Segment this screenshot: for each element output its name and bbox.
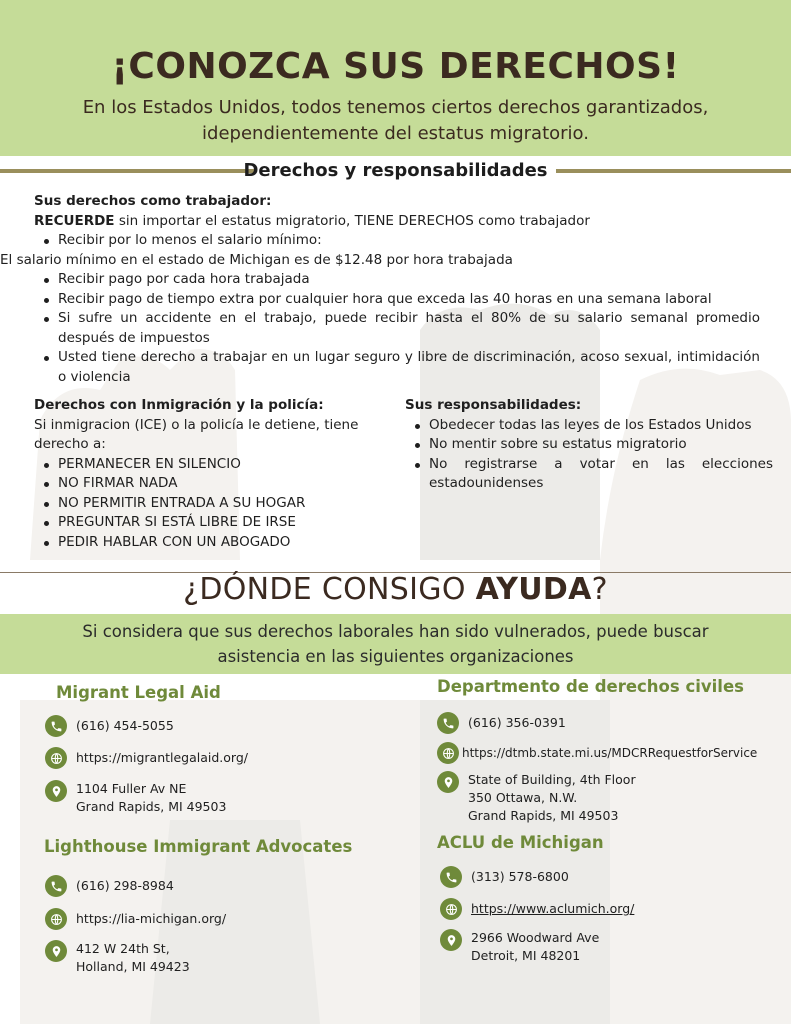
org-address-row <box>45 780 226 816</box>
org-phone-row <box>45 715 174 737</box>
org-phone-row <box>45 875 174 897</box>
immigration-rights-block <box>34 396 364 552</box>
remember-text: sin importar el estatus migratorio, TIENE DERECHOS como trabajador <box>114 212 590 229</box>
globe-icon <box>437 742 459 764</box>
address-line: Grand Rapids, MI 49503 <box>76 799 227 814</box>
globe-icon <box>45 747 67 769</box>
org-website-row <box>440 898 634 920</box>
help-title-bold: AYUDA <box>475 572 592 607</box>
min-wage-note: El salario mínimo en el estado de Michigan es de $12.48 por hora trabajada <box>0 251 513 268</box>
org-website-row <box>45 908 226 930</box>
address-line: Detroit, MI 48201 <box>471 948 581 963</box>
org-phone[interactable]: (313) 578-6800 <box>471 869 569 884</box>
list-item: Usted tiene derecho a trabajar en un lugar seguro y libre de discriminación, acoso sexual, intimidación o violencia <box>34 348 760 387</box>
org-website-link[interactable]: https://www.aclumich.org/ <box>471 901 635 916</box>
responsibilities-list <box>405 416 773 494</box>
org-website-link[interactable]: https://dtmb.state.mi.us/MDCRRequestforService <box>462 746 758 760</box>
list-item: NO FIRMAR NADA <box>34 474 364 494</box>
org-phone[interactable]: (616) 356-0391 <box>468 715 566 730</box>
org-phone-row <box>440 866 569 888</box>
org-name-civil-rights-department: Departmento de derechos civiles <box>437 677 744 696</box>
org-website-row <box>45 747 248 769</box>
list-item: No registrarse a votar en las elecciones estadounidenses <box>405 455 773 494</box>
page-title: ¡CONOZCA SUS DERECHOS! <box>111 46 680 87</box>
location-pin-icon <box>45 940 67 962</box>
org-address-row <box>437 771 636 825</box>
remember-line <box>34 212 760 232</box>
list-item: Obedecer todas las leyes de los Estados Unidos <box>405 416 773 436</box>
help-section-title <box>0 572 791 607</box>
phone-icon <box>45 875 67 897</box>
list-item: PEDIR HABLAR CON UN ABOGADO <box>34 533 364 553</box>
address-line: 1104 Fuller Av NE <box>76 781 187 796</box>
org-address <box>468 771 636 825</box>
rights-section-heading: Derechos y responsabilidades <box>243 160 548 181</box>
org-address <box>471 929 599 965</box>
org-phone[interactable]: (616) 454-5055 <box>76 718 174 733</box>
globe-icon <box>440 898 462 920</box>
phone-icon <box>437 712 459 734</box>
org-phone[interactable]: (616) 298-8984 <box>76 878 174 893</box>
location-pin-icon <box>440 929 462 951</box>
phone-icon <box>45 715 67 737</box>
worker-rights-block <box>0 192 760 387</box>
org-address <box>76 780 226 816</box>
responsibilities-block <box>405 396 773 494</box>
immigration-rights-list <box>34 455 364 553</box>
list-item: Recibir pago por cada hora trabajada <box>34 270 760 290</box>
address-line: Holland, MI 49423 <box>76 959 190 974</box>
address-line: 350 Ottawa, N.W. <box>468 790 578 805</box>
phone-icon <box>440 866 462 888</box>
org-website-row <box>437 742 757 764</box>
address-line: Grand Rapids, MI 49503 <box>468 808 619 823</box>
location-pin-icon <box>437 771 459 793</box>
help-title-suffix: ? <box>591 572 608 607</box>
org-name-migrant-legal-aid: Migrant Legal Aid <box>56 683 221 702</box>
page-subtitle: En los Estados Unidos, todos tenemos ciertos derechos garantizados, idependientemente del estatus migratorio. <box>82 97 709 144</box>
address-line: 2966 Woodward Ave <box>471 930 600 945</box>
list-item: PERMANECER EN SILENCIO <box>34 455 364 475</box>
address-line: State of Building, 4th Floor <box>468 772 636 787</box>
list-item: Recibir por lo menos el salario mínimo: <box>34 231 760 251</box>
address-line: 412 W 24th St, <box>76 941 170 956</box>
list-item: PREGUNTAR SI ESTÁ LIBRE DE IRSE <box>34 513 364 533</box>
list-item: NO PERMITIR ENTRADA A SU HOGAR <box>34 494 364 514</box>
min-wage-list <box>34 231 760 251</box>
org-address <box>76 940 190 976</box>
help-section-text: Si considera que sus derechos laborales han sido vulnerados, puede buscar asistencia en las siguientes organizaciones <box>82 622 709 666</box>
help-title-prefix: ¿DÓNDE CONSIGO <box>183 572 476 607</box>
org-name-lighthouse-immigrant-advocates: Lighthouse Immigrant Advocates <box>44 837 353 856</box>
org-phone-row <box>437 712 566 734</box>
org-website-link[interactable]: https://lia-michigan.org/ <box>76 911 227 926</box>
remember-label: RECUERDE <box>34 212 115 229</box>
list-item: Recibir pago de tiempo extra por cualquier hora que exceda las 40 horas en una semana laboral <box>34 290 760 310</box>
responsibilities-title: Sus responsabilidades: <box>405 397 582 413</box>
section-rule-right <box>556 169 791 173</box>
org-name-aclu-michigan: ACLU de Michigan <box>437 833 604 852</box>
worker-rights-list <box>34 270 760 387</box>
immigration-rights-title: Derechos con Inmigración y la policía: <box>34 397 324 413</box>
list-item: Si sufre un accidente en el trabajo, puede recibir hasta el 80% de su salario semanal promedio después de impuestos <box>34 309 760 348</box>
immigration-intro: Si inmigracion (ICE) o la policía le detiene, tiene derecho a: <box>34 416 359 452</box>
org-address-row <box>45 940 190 976</box>
list-item: No mentir sobre su estatus migratorio <box>405 435 773 455</box>
org-address-row <box>440 929 599 965</box>
worker-rights-title: Sus derechos como trabajador: <box>34 193 272 209</box>
globe-icon <box>45 908 67 930</box>
location-pin-icon <box>45 780 67 802</box>
org-website-link[interactable]: https://migrantlegalaid.org/ <box>76 750 248 765</box>
